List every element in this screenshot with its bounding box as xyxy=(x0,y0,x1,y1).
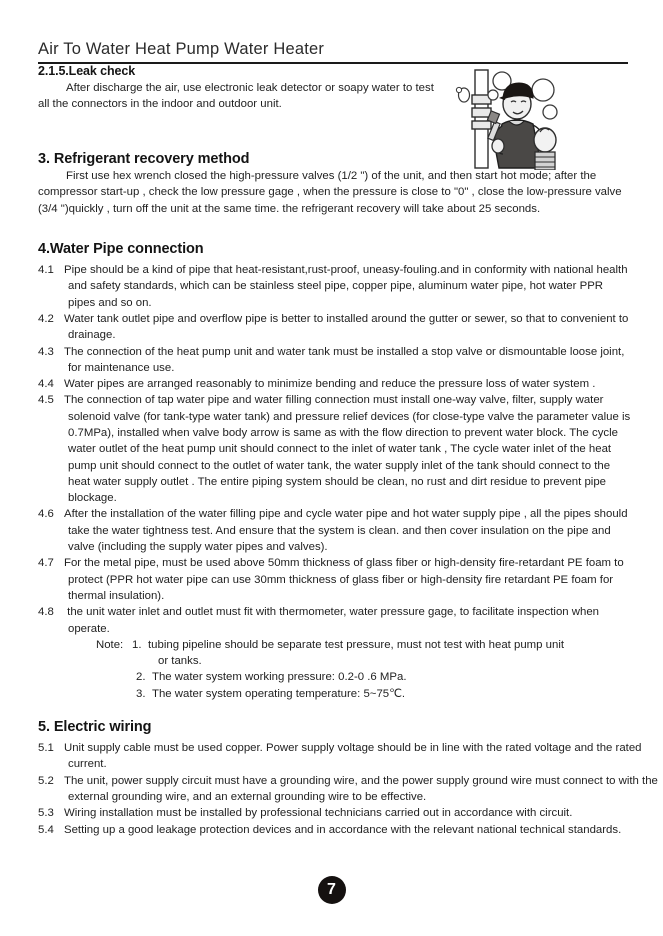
item-text: Pipe should be a kind of pipe that heat-resistant,rust-proof, uneasy-fouling.and in conformity with national health and safety standards, which can be stainless steel pipe, copper pipe, aluminum water pipe, hot water PPR pipes and so on. xyxy=(64,264,628,309)
item-number: 4.1 xyxy=(38,264,54,277)
item-number: 4.7 xyxy=(38,557,54,570)
item-text: Wiring installation must be installed by professional technicians carried out in accordance with circuit. xyxy=(64,807,573,820)
note-block xyxy=(38,637,632,702)
item-text: The connection of tap water pipe and water filling connection must install one-way valve, filter, supply water solenoid valve (for tank-type water tank) and pressure relief devices (for close-type valve the parameter value is 0.7MPa), installed when valve body arrow is same as with the flow direction to prevent water block. The cycle water outlet of the heat pump unit should connect to the inlet of water tank , The cycle water inlet of the heat pump unit should connect to the outlet of water tank, the water supply inlet of the tank should connect to the heat water supply outlet . The entire piping system should be clean, no rust and dirt residue to prevent pipe blockage. xyxy=(64,394,631,505)
note-label: Note: xyxy=(96,638,124,651)
item-number: 4.2 xyxy=(38,312,54,325)
item-text: Unit supply cable must be used copper. Power supply voltage should be in line with the rated voltage and the rated current. xyxy=(64,742,642,771)
item-number: 4.5 xyxy=(38,394,54,407)
paragraph-refrigerant-recovery: First use hex wrench closed the high-pressure valves (1/2 ") of the unit, and then start hot mode; after the compressor start-up , check the low pressure gage , when the pressure is close to "0" , close the low-pressure valve (3/4 ")quickly , turn off the unit at the same time. the refrigerant recovery will take about 25 seconds. xyxy=(38,169,622,215)
item-number: 5.3 xyxy=(38,807,54,820)
note-number: 2. xyxy=(136,671,146,684)
spacer xyxy=(38,702,632,719)
list-item-4-7 xyxy=(38,555,632,604)
item-text: The connection of the heat pump unit and water tank must be installed a stop valve or dismountable loose joint, for maintenance use. xyxy=(64,345,625,374)
list-item-5-2 xyxy=(38,773,663,806)
page-content xyxy=(38,64,658,838)
spacer xyxy=(38,113,632,137)
note-text: The water system working pressure: 0.2-0 .6 MPa. xyxy=(152,671,407,684)
note-number: 1. xyxy=(132,638,142,651)
item-number: 5.4 xyxy=(38,823,54,836)
list-item-4-5 xyxy=(38,392,632,506)
item-number: 4.8 xyxy=(38,606,54,619)
list-item-4-8 xyxy=(38,604,632,637)
item-text: After the installation of the water filling pipe and cycle water pipe and hot water supply pipe , all the pipes should take the water tightness test. And ensure that the system is clean. and then cover insulation on the pipe and valve (including the supply water pipes and valves). xyxy=(64,508,628,554)
item-text: For the metal pipe, must be used above 50mm thickness of glass fiber or high-density fire-retardant PE foam to protect (PPR hot water pipe can use 30mm thickness of glass fiber or high-density fire retardant PE foam for thermal insulation). xyxy=(64,557,624,602)
item-number: 4.3 xyxy=(38,345,54,358)
list-item-4-4 xyxy=(38,376,632,392)
page-title: Air To Water Heat Pump Water Heater xyxy=(38,40,325,58)
list-item-4-3 xyxy=(38,344,632,377)
note-item-3 xyxy=(96,686,632,702)
heading-electric-wiring: 5. Electric wiring xyxy=(38,719,152,736)
list-item-5-3 xyxy=(38,805,632,821)
item-number: 5.2 xyxy=(38,774,54,787)
item-text: Setting up a good leakage protection devices and in accordance with the relevant national technical standards. xyxy=(64,823,622,836)
list-item-4-1 xyxy=(38,262,632,311)
item-text: the unit water inlet and outlet must fit with thermometer, water pressure gage, to facilitate inspection when operate. xyxy=(64,606,600,635)
item-number: 5.1 xyxy=(38,742,54,755)
heading-refrigerant-recovery: 3. Refrigerant recovery method xyxy=(38,150,250,167)
spacer xyxy=(38,137,632,151)
page-number-badge: 7 xyxy=(318,876,346,904)
note-text: The water system operating temperature: 5~75℃. xyxy=(152,687,406,700)
list-item-5-4 xyxy=(38,822,632,838)
list-item-5-1 xyxy=(38,740,663,773)
item-number: 4.4 xyxy=(38,378,54,391)
page-footer xyxy=(0,876,663,904)
item-text: Water pipes are arranged reasonably to minimize bending and reduce the pressure loss of water system . xyxy=(64,378,596,391)
note-item-2 xyxy=(96,669,632,685)
item-text: The unit, power supply circuit must have a grounding wire, and the power supply ground wire must connect to with the external grounding wire, and an external grounding wire to be effective. xyxy=(64,774,658,803)
page-header xyxy=(38,40,628,64)
note-item-1 xyxy=(96,637,632,653)
paragraph-leak-check: After discharge the air, use electronic leak detector or soapy water to test all the connectors in the indoor and outdoor unit. xyxy=(38,82,434,111)
item-text: Water tank outlet pipe and overflow pipe is better to installed around the gutter or sewer, so that to convenient to drainage. xyxy=(64,312,629,342)
heading-leak-check: 2.1.5.Leak check xyxy=(38,64,136,78)
list-item-4-6 xyxy=(38,506,632,555)
list-item-4-2 xyxy=(38,311,632,344)
note-number: 3. xyxy=(136,687,146,700)
note-text: tubing pipeline should be separate test pressure, must not test with heat pump unit xyxy=(148,638,565,651)
heading-water-pipe-connection: 4.Water Pipe connection xyxy=(38,241,204,258)
item-number: 4.6 xyxy=(38,508,54,521)
note-item-1-continued: or tanks. xyxy=(158,655,202,668)
spacer xyxy=(38,217,632,241)
